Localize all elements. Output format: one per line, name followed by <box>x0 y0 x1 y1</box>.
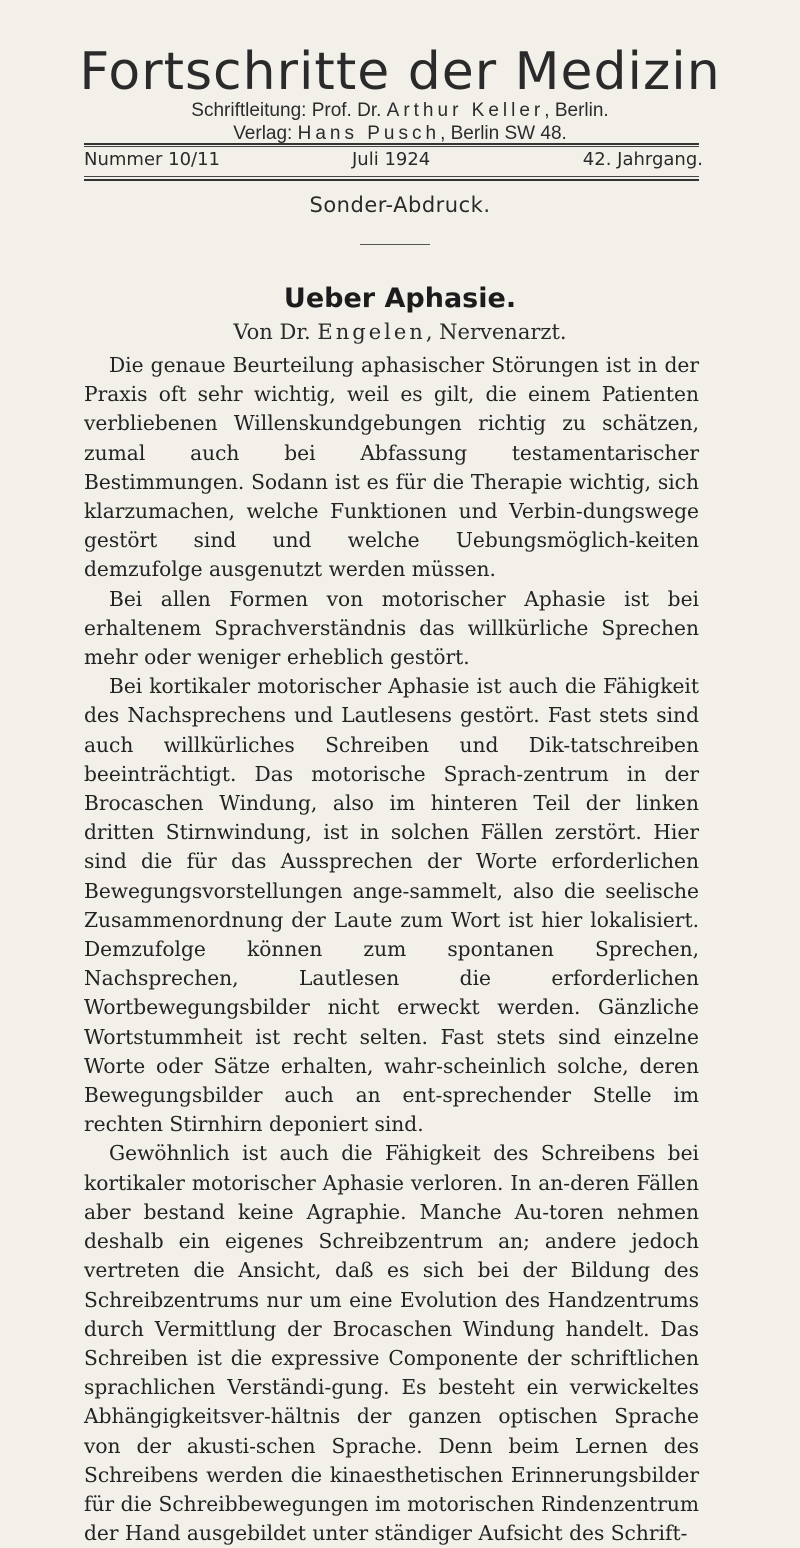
author-suffix: , Nervenarzt. <box>425 320 567 344</box>
publisher-name: Hans Pusch <box>297 123 441 144</box>
journal-title: Fortschritte der Medizin <box>79 42 721 102</box>
masthead-rule-top-thin <box>84 146 699 147</box>
editor-city: , Berlin. <box>544 100 609 121</box>
masthead-rule-bottom <box>84 179 699 181</box>
paragraph: Gewöhnlich ist auch die Fähigkeit des Schreibens bei kortikaler motorischer Aphasie verloren. In an-deren Fällen aber bestand keine Agraphie. Manche Au-toren nehmen deshalb ein eigenes Schreibzentrum an; andere jedoch vertreten die Ansicht, daß es sich bei der Bildung des Schreibzentrums nur um eine Evolution des Handzentrums durch Vermittlung der Brocaschen Windung handelt. Das Schreiben ist die expressive Componente der schriftlichen sprachlichen Verständi-gung. Es besteht ein verwickeltes Abhängigkeitsver-hältnis der ganzen optischen Sprache von der akusti-schen Sprache. Denn beim Lernen des Schreibens werden die kinaesthetischen Erinnerungsbilder für die Schreibbewegungen im motorischen Rindenzentrum der Hand ausgebildet unter ständiger Aufsicht des Schrift- <box>84 1141 699 1546</box>
issue-date: Juli 1924 <box>352 149 431 170</box>
paragraph: Die genaue Beurteilung aphasischer Störungen ist in der Praxis oft sehr wichtig, weil es gilt, die einem Patienten verbliebenen Willenskundgebungen richtig zu schätzen, zumal auch bei Abfassung testamentarischer Bestimmungen. Sodann ist es für die Therapie wichtig, sich klarzumachen, welche Funktionen und Verbin-dungswege gestört sind und welche Uebungsmöglich-keiten demzufolge ausgenutzt werden müssen. <box>84 353 699 582</box>
author-prefix: Von Dr. <box>233 320 311 344</box>
publisher-address: , Berlin SW 48. <box>440 123 567 144</box>
offprint-label: Sonder-Abdruck. <box>309 193 491 217</box>
paragraph: Bei allen Formen von motorischer Aphasie ist bei erhaltenem Sprachverständnis das willkürliche Sprechen mehr oder weniger erheblich gestört. <box>84 586 699 670</box>
article-body <box>84 351 699 1548</box>
divider <box>360 244 430 245</box>
author-name: Engelen <box>317 320 426 344</box>
issue-number: Nummer 10/11 <box>84 149 221 170</box>
publisher-label: Verlag: <box>233 123 293 144</box>
editor-label: Schriftleitung: Prof. Dr. <box>191 100 382 121</box>
masthead-rule-top <box>84 143 699 145</box>
paragraph: Bei kortikaler motorischer Aphasie ist auch die Fähigkeit des Nachsprechens und Lautlesens gestört. Fast stets sind auch willkürliches Schreiben und Dik-tatschreiben beeinträchtigt. Das motorische Sprach-zentrum in der Brocaschen Windung, also im hinteren Teil der linken dritten Stirnwindung, ist in solchen Fällen zerstört. Hier sind die für das Aussprechen der Worte erforderlichen Bewegungsvorstellungen ange-sammelt, also die seelische Zusammenordnung der Laute zum Wort ist hier lokalisiert. Demzufolge können zum spontanen Sprechen, Nachsprechen, Lautlesen die erforderlichen Wortbewegungsbilder nicht erweckt werden. Gänzliche Wortstummheit ist recht selten. Fast stets sind einzelne Worte oder Sätze erhalten, wahr-scheinlich solche, deren Bewegungsbilder auch an ent-sprechender Stelle im rechten Stirnhirn deponiert sind. <box>84 674 699 1137</box>
editor-line <box>0 99 800 122</box>
editor-name: Arthur Keller <box>386 100 545 121</box>
issue-volume: 42. Jahrgang. <box>582 149 703 170</box>
article-title: Ueber Aphasie. <box>283 283 517 314</box>
publisher-line <box>0 122 800 145</box>
issue-info-row <box>84 149 703 173</box>
author-line <box>0 320 800 344</box>
masthead <box>0 42 800 145</box>
masthead-rule-bottom-thin <box>84 176 699 177</box>
